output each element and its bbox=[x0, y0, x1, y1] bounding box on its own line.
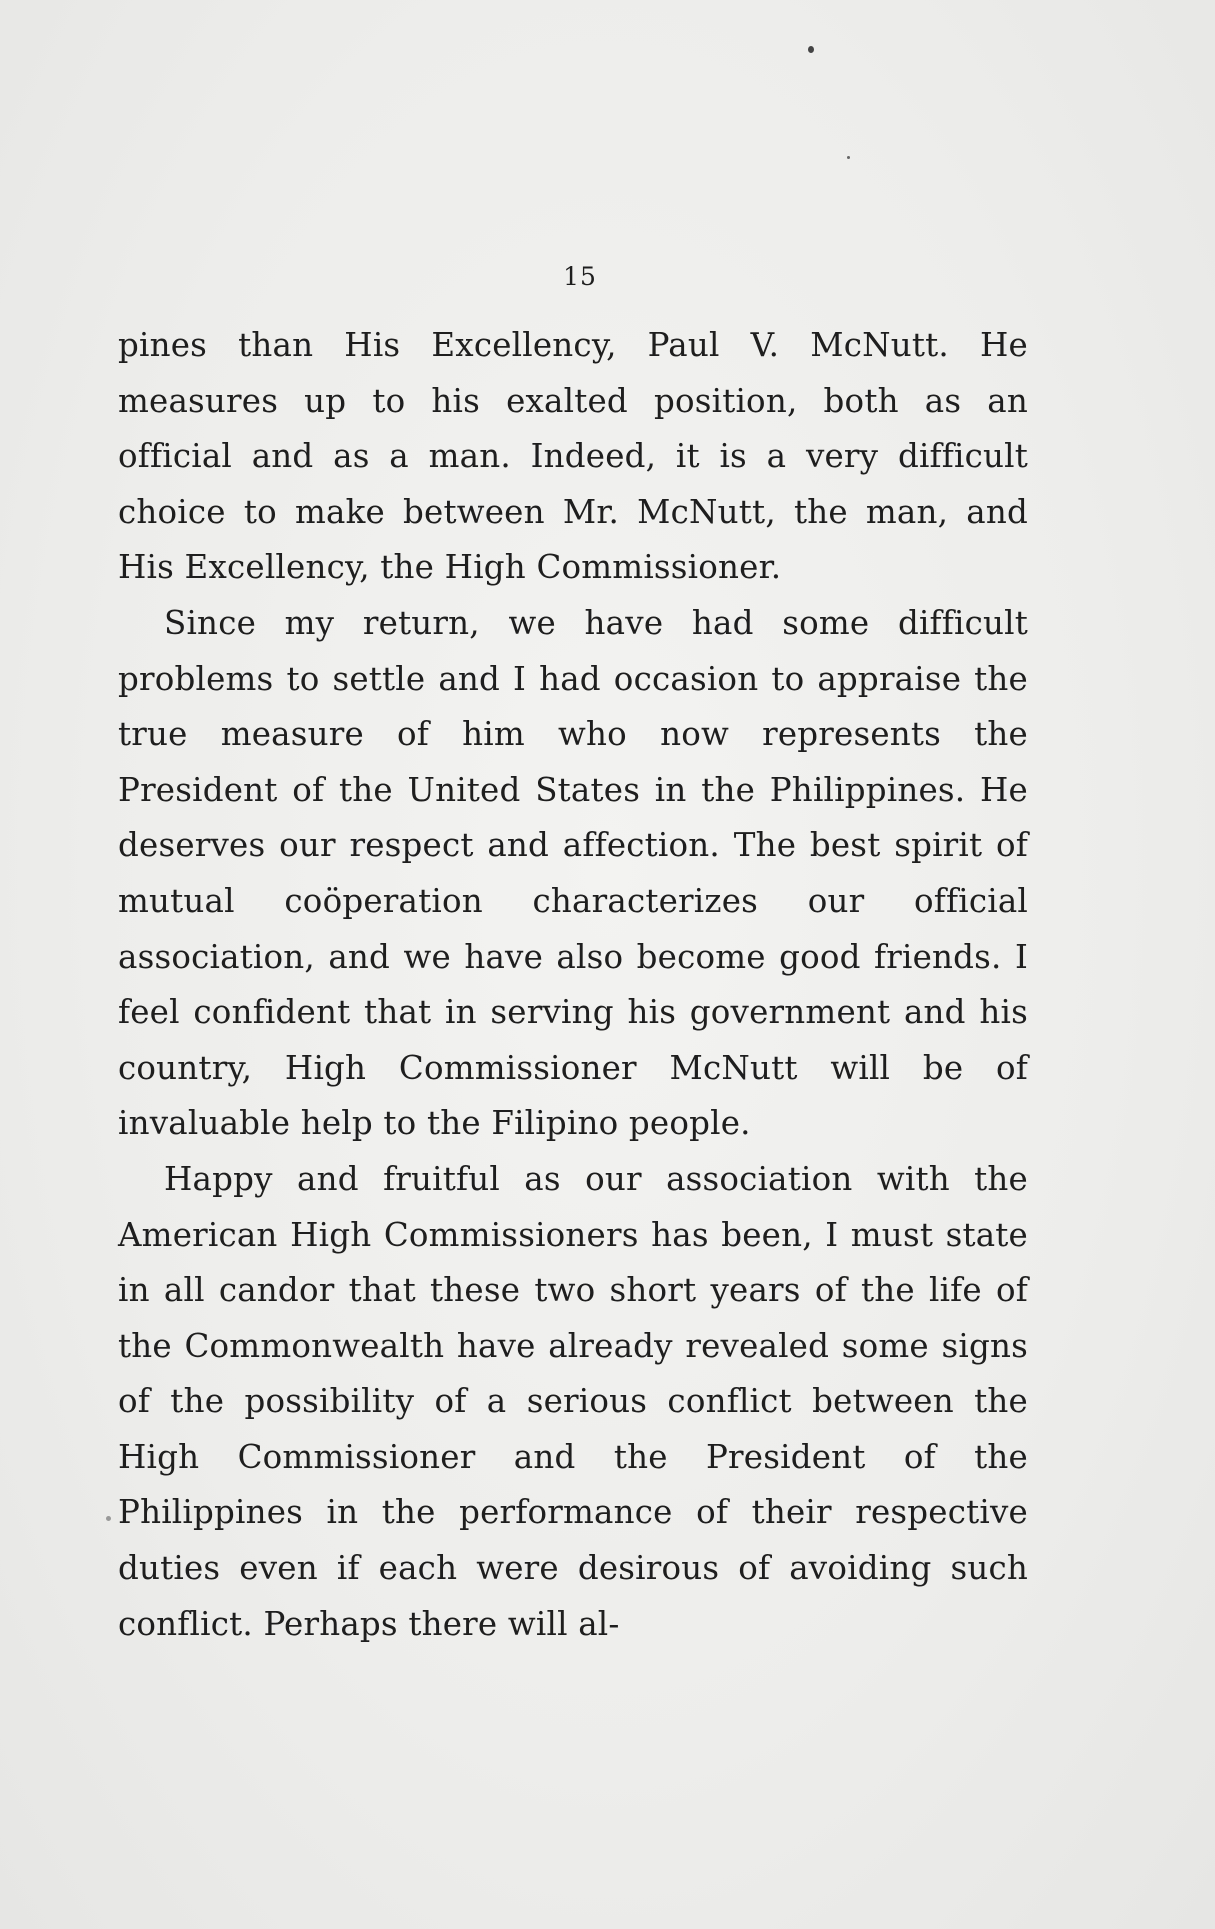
ink-speck bbox=[847, 156, 850, 159]
ink-speck bbox=[106, 1516, 111, 1521]
ink-speck bbox=[808, 46, 814, 53]
page-number: 15 bbox=[563, 262, 597, 291]
body-text bbox=[118, 318, 1028, 1652]
paragraph-2: Since my return, we have had some difficult problems to settle and I had occasion to appraise the true measure of him who now represents the President of the United States in the Philippines. He deserves our respect and affection. The best spirit of mutual coöperation characterizes our official association, and we have also become good friends. I feel confident that in serving his government and his country, High Commissioner McNutt will be of invaluable help to the Filipino people. bbox=[118, 603, 1028, 1143]
paragraph-3: Happy and fruitful as our association with the American High Commissioners has been, I must state in all candor that these two short years of the life of the Commonwealth have already revealed some signs of the possibility of a serious conflict between the High Commissioner and the President of the Philippines in the performance of their respective duties even if each were desirous of avoiding such conflict. Perhaps there will al- bbox=[118, 1159, 1028, 1643]
paragraph-1: pines than His Excellency, Paul V. McNutt. He measures up to his exalted position, both as an official and as a man. Indeed, it is a very difficult choice to make between Mr. McNutt, the man, and His Excellency, the High Commissioner. bbox=[118, 326, 1028, 587]
